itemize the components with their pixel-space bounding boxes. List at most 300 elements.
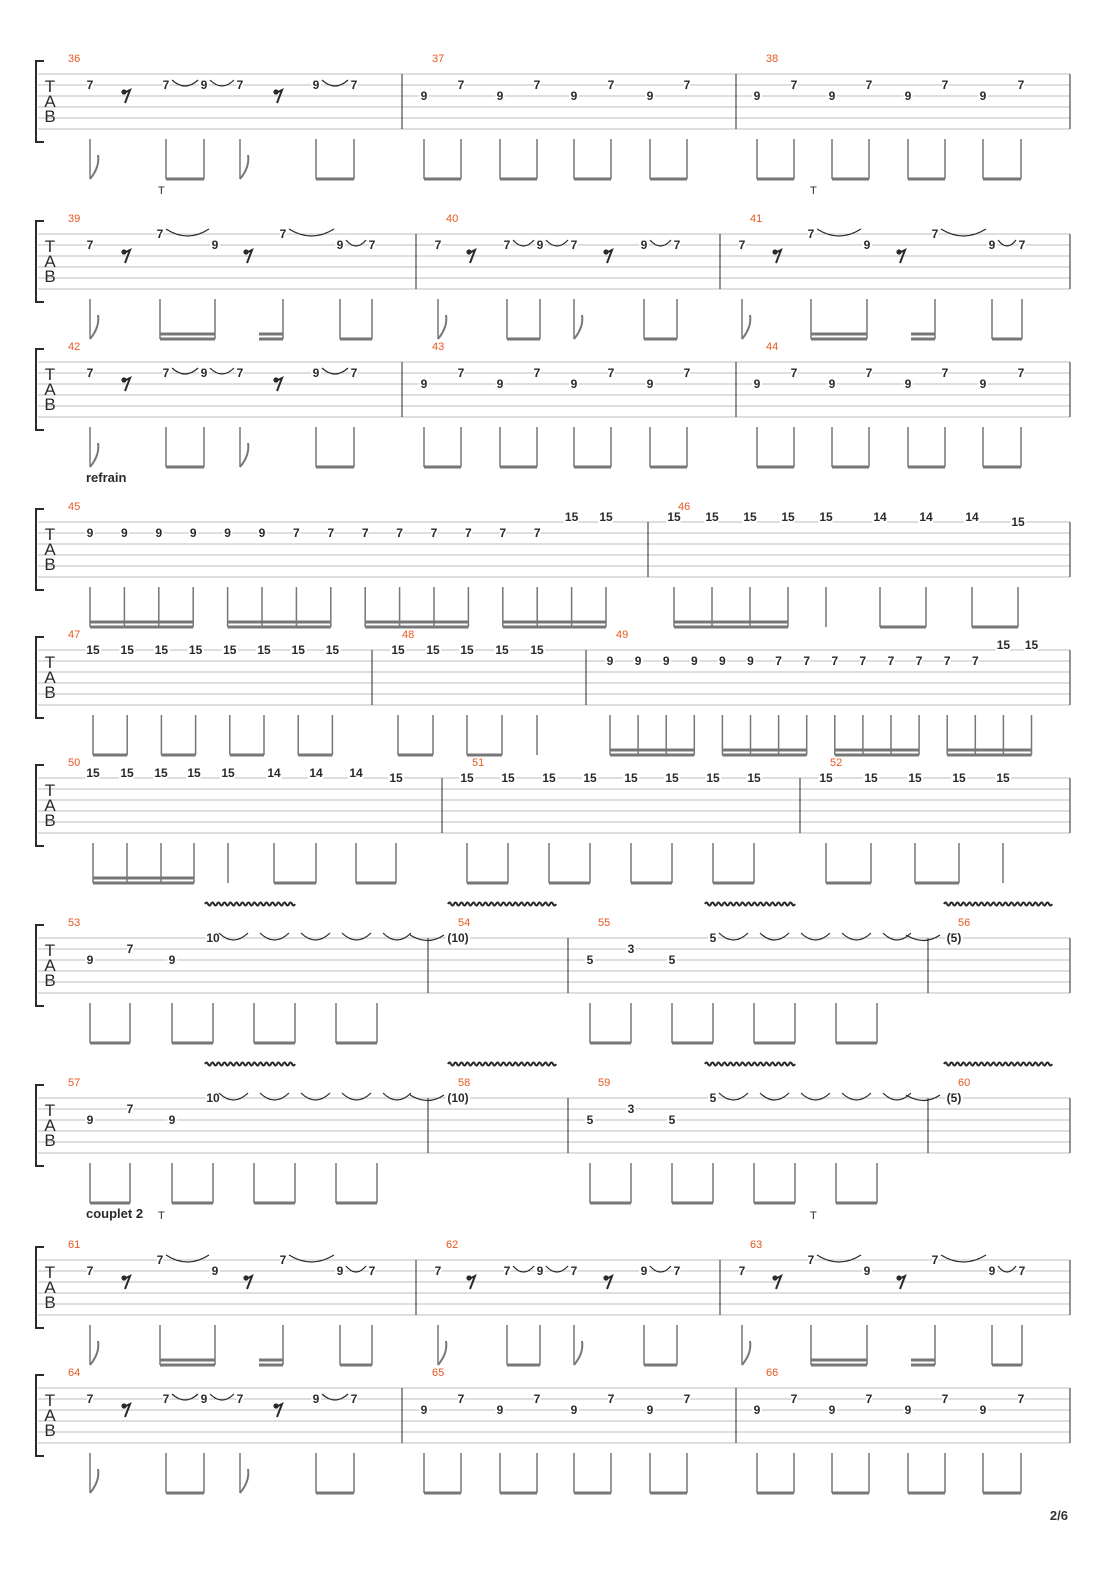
- system-brace: [36, 637, 44, 718]
- tab-system: [36, 341, 1070, 467]
- system-brace: [36, 1085, 44, 1166]
- fret-number: 7: [350, 78, 358, 92]
- fret-number: 9: [336, 238, 344, 252]
- section-label: couplet 2: [86, 1206, 144, 1221]
- fret-number: 15: [86, 643, 100, 657]
- system-brace: [36, 349, 44, 430]
- measure: [68, 53, 358, 179]
- fret-number: 5: [586, 953, 594, 967]
- fret-number: 14: [349, 766, 363, 780]
- system-brace: [36, 221, 44, 302]
- fret-number: 9: [640, 238, 648, 252]
- fret-number: 7: [931, 227, 939, 241]
- fret-number: 3: [627, 1102, 635, 1116]
- fret-number: 7: [683, 366, 691, 380]
- tab-clef-letter: B: [44, 811, 56, 830]
- fret-number: 9: [979, 89, 987, 103]
- fret-number: 7: [350, 366, 358, 380]
- measure-number: 45: [68, 501, 81, 513]
- note-flag: [90, 1469, 98, 1493]
- tab-clef-letter: A: [44, 540, 56, 559]
- fret-number: 5: [586, 1113, 594, 1127]
- tie-arc: [719, 1093, 748, 1100]
- measure-number: 42: [68, 341, 81, 353]
- fret-number: 9: [979, 1403, 987, 1417]
- measure-number: 61: [68, 1239, 81, 1251]
- fret-number: 15: [325, 643, 340, 657]
- tab-clef-letter: B: [44, 555, 56, 574]
- tab-clef-letter: T: [44, 365, 56, 384]
- fret-number: 7: [236, 1392, 244, 1406]
- fret-number: 7: [126, 942, 134, 956]
- fret-number: 7: [86, 366, 94, 380]
- tab-clef-letter: A: [44, 252, 56, 271]
- system-brace: [36, 509, 44, 590]
- fret-number: 7: [915, 654, 923, 668]
- system-brace: [36, 925, 44, 1006]
- measure: [421, 1367, 691, 1493]
- measure: [68, 341, 358, 467]
- fret-number: 9: [753, 89, 761, 103]
- fret-number: 7: [533, 366, 541, 380]
- measure: [667, 501, 1025, 627]
- measure: [587, 1063, 911, 1204]
- fret-number: 15: [187, 766, 201, 780]
- tab-clef-letter: T: [44, 1391, 56, 1410]
- fret-number: 7: [465, 526, 472, 540]
- tab-clef-letter: A: [44, 956, 56, 975]
- fret-number: 9: [200, 78, 208, 92]
- fret-number: 7: [457, 1392, 465, 1406]
- fret-number: 9: [747, 654, 754, 668]
- fret-number: 9: [634, 654, 642, 668]
- tab-system: [36, 470, 1070, 627]
- tab-clef-letter: T: [44, 941, 56, 960]
- tab-clef-letter: T: [44, 77, 56, 96]
- fret-number: 9: [420, 1403, 428, 1417]
- fret-number: 15: [257, 643, 271, 657]
- fret-number: 9: [646, 89, 654, 103]
- measure: [391, 629, 544, 755]
- fret-number: 14: [965, 510, 979, 524]
- fret-number: 15: [530, 643, 544, 657]
- tab-system: [36, 903, 1070, 1044]
- fret-number: 15: [154, 643, 169, 657]
- measure: [68, 903, 411, 1044]
- fret-number: 9: [168, 953, 176, 967]
- fret-number: 7: [279, 1253, 287, 1267]
- fret-number: 7: [859, 654, 867, 668]
- tab-clef-letter: B: [44, 267, 56, 286]
- measure-number: 39: [68, 213, 81, 225]
- fret-number: 7: [1017, 1392, 1025, 1406]
- fret-number: 7: [434, 1264, 442, 1278]
- fret-number: 10: [206, 1091, 220, 1105]
- fret-number: 9: [570, 89, 578, 103]
- fret-number: 9: [312, 1392, 320, 1406]
- measure-number: 43: [432, 341, 445, 353]
- fret-number: 15: [291, 643, 305, 657]
- fret-number: 9: [496, 377, 504, 391]
- fret-number: 7: [673, 238, 681, 252]
- fret-number: 15: [864, 771, 878, 785]
- system-brace: [36, 1247, 44, 1328]
- measure: [68, 1239, 376, 1365]
- fret-number: 7: [503, 238, 511, 252]
- fret-number: 7: [865, 366, 873, 380]
- measure-number: 52: [830, 757, 843, 769]
- vibrato-mark: [448, 903, 556, 906]
- tab-clef-letter: A: [44, 668, 56, 687]
- tab-clef-letter: B: [44, 1131, 56, 1150]
- tab-clef-letter: T: [44, 525, 56, 544]
- measure: [460, 757, 761, 883]
- vibrato-mark: [205, 1063, 295, 1066]
- vibrato-mark: [705, 903, 795, 906]
- fret-number: 3: [627, 942, 635, 956]
- measure: [68, 213, 376, 339]
- fret-number: 9: [200, 366, 208, 380]
- measure-number: 38: [766, 53, 779, 65]
- note-flag: [438, 315, 446, 339]
- tab-system: [36, 1206, 1070, 1365]
- fret-number: 7: [570, 1264, 578, 1278]
- measure-number: 37: [432, 53, 445, 65]
- fret-number: 9: [828, 377, 836, 391]
- fret-number: 9: [121, 526, 128, 540]
- note-flag: [90, 155, 98, 179]
- fret-number: 7: [156, 1253, 164, 1267]
- fret-number: 7: [162, 78, 170, 92]
- tap-marker: T: [158, 185, 165, 197]
- vibrato-mark: [448, 1063, 556, 1066]
- system-brace: [36, 61, 44, 142]
- fret-number: 15: [996, 638, 1011, 652]
- fret-number: 7: [236, 78, 244, 92]
- measure-number: 41: [750, 213, 763, 225]
- note-flag: [742, 315, 750, 339]
- measure-number: 54: [458, 917, 471, 929]
- fret-number: 15: [747, 771, 761, 785]
- tie-arc: [166, 1255, 209, 1262]
- tie-arc: [383, 1093, 411, 1100]
- fret-number: 15: [705, 510, 719, 524]
- tie-arc: [260, 1093, 289, 1100]
- fret-number: 7: [941, 366, 949, 380]
- fret-number: 9: [640, 1264, 648, 1278]
- fret-number: 7: [86, 1392, 94, 1406]
- fret-number: 7: [533, 1392, 541, 1406]
- fret-number: 9: [496, 1403, 504, 1417]
- fret-number: 9: [863, 238, 871, 252]
- fret-number: 7: [457, 78, 465, 92]
- fret-number: 7: [350, 1392, 358, 1406]
- fret-number: 9: [200, 1392, 208, 1406]
- fret-number: 7: [738, 238, 746, 252]
- tab-system: [36, 757, 1070, 883]
- fret-number: 10: [206, 931, 220, 945]
- fret-number: (5): [946, 931, 962, 945]
- measure: [435, 1239, 681, 1365]
- note-flag: [90, 443, 98, 467]
- measure: [754, 53, 1025, 179]
- fret-number: 7: [607, 78, 615, 92]
- fret-number: 15: [819, 510, 833, 524]
- fret-number: 7: [396, 526, 403, 540]
- tab-clef-letter: A: [44, 1406, 56, 1425]
- fret-number: 14: [267, 766, 281, 780]
- fret-number: 9: [646, 1403, 654, 1417]
- fret-number: 15: [952, 771, 966, 785]
- fret-number: 7: [361, 526, 369, 540]
- fret-number: 7: [503, 1264, 511, 1278]
- fret-number: 15: [599, 510, 613, 524]
- fret-number: 7: [293, 526, 300, 540]
- measure-number: 64: [68, 1367, 81, 1379]
- fret-number: 9: [312, 78, 320, 92]
- fret-number: 7: [673, 1264, 681, 1278]
- fret-number: 7: [327, 526, 335, 540]
- tie-arc: [941, 1255, 986, 1262]
- fret-number: (5): [946, 1091, 962, 1105]
- note-flag: [90, 1341, 98, 1365]
- fret-number: 9: [86, 1113, 94, 1127]
- tab-clef-letter: T: [44, 1101, 56, 1120]
- fret-number: 7: [807, 227, 815, 241]
- note-flag: [90, 315, 98, 339]
- tab-clef-letter: B: [44, 107, 56, 126]
- tie-arc: [801, 933, 830, 940]
- measure-number: 59: [598, 1077, 611, 1089]
- measure: [754, 1367, 1025, 1493]
- fret-number: 7: [941, 78, 949, 92]
- tab-system: [36, 1063, 1070, 1204]
- fret-number: 7: [683, 78, 691, 92]
- fret-number: 9: [86, 953, 94, 967]
- tie-arc: [301, 1093, 330, 1100]
- tie-arc: [383, 933, 411, 940]
- tab-clef-letter: A: [44, 1278, 56, 1297]
- fret-number: 7: [887, 654, 895, 668]
- tab-clef-letter: T: [44, 237, 56, 256]
- measure: [421, 53, 691, 179]
- measure: [421, 341, 691, 467]
- measure-number: 47: [68, 629, 81, 641]
- fret-number: 9: [536, 1264, 544, 1278]
- fret-number: 15: [583, 771, 597, 785]
- section-label: refrain: [86, 470, 127, 485]
- fret-number: 7: [162, 366, 170, 380]
- fret-number: 15: [501, 771, 515, 785]
- tie-arc: [719, 933, 748, 940]
- fret-number: 9: [662, 654, 670, 668]
- tie-arc: [941, 229, 986, 236]
- tab-clef-letter: B: [44, 683, 56, 702]
- fret-number: 9: [420, 377, 428, 391]
- tab-clef-letter: A: [44, 92, 56, 111]
- tab-clef-letter: T: [44, 653, 56, 672]
- fret-number: 15: [667, 510, 681, 524]
- measure: [754, 341, 1025, 467]
- measure-number: 56: [958, 917, 971, 929]
- fret-number: 15: [460, 643, 474, 657]
- fret-number: 9: [258, 526, 266, 540]
- measure: [819, 757, 1010, 883]
- vibrato-mark: [205, 903, 295, 906]
- system-brace: [36, 765, 44, 846]
- measure: [410, 903, 556, 946]
- fret-number: 14: [919, 510, 933, 524]
- tie-arc: [883, 933, 911, 940]
- fret-number: 9: [536, 238, 544, 252]
- fret-number: 9: [86, 526, 94, 540]
- measure: [587, 903, 911, 1044]
- measure-number: 60: [958, 1077, 971, 1089]
- measure-number: 36: [68, 53, 81, 65]
- measure-number: 62: [446, 1239, 459, 1251]
- fret-number: 9: [224, 526, 231, 540]
- measure-number: 57: [68, 1077, 81, 1089]
- tap-marker: T: [810, 1210, 817, 1222]
- tab-clef-letter: A: [44, 1116, 56, 1135]
- fret-number: 15: [1024, 638, 1039, 652]
- fret-number: 9: [155, 526, 163, 540]
- note-flag: [574, 315, 582, 339]
- tab-clef-letter: A: [44, 380, 56, 399]
- fret-number: 14: [873, 510, 887, 524]
- measure: [607, 629, 1039, 755]
- fret-number: 15: [389, 771, 403, 785]
- vibrato-mark: [705, 1063, 795, 1066]
- tap-marker: T: [158, 1210, 165, 1222]
- fret-number: 7: [941, 1392, 949, 1406]
- fret-number: 7: [368, 238, 376, 252]
- fret-number: 7: [533, 78, 541, 92]
- fret-number: 5: [709, 1091, 717, 1105]
- tie-arc: [842, 933, 871, 940]
- fret-number: 7: [607, 1392, 615, 1406]
- fret-number: 9: [828, 1403, 836, 1417]
- measure: [68, 629, 339, 755]
- fret-number: 7: [931, 1253, 939, 1267]
- tie-arc: [842, 1093, 871, 1100]
- measure-number: 58: [458, 1077, 471, 1089]
- fret-number: 15: [460, 771, 474, 785]
- measure-number: 49: [616, 629, 629, 641]
- tie-arc: [166, 229, 209, 236]
- tie-arc: [817, 1255, 861, 1262]
- fret-number: 7: [790, 1392, 798, 1406]
- fret-number: 15: [706, 771, 720, 785]
- fret-number: 7: [499, 526, 507, 540]
- fret-number: 7: [570, 238, 578, 252]
- fret-number: 15: [120, 766, 134, 780]
- fret-number: 9: [719, 654, 726, 668]
- measure: [68, 1063, 411, 1204]
- fret-number: 14: [309, 766, 323, 780]
- fret-number: 7: [943, 654, 951, 668]
- tap-marker: T: [810, 185, 817, 197]
- tie-arc: [760, 1093, 789, 1100]
- fret-number: 9: [420, 89, 428, 103]
- fret-number: 15: [908, 771, 922, 785]
- fret-number: 9: [904, 89, 912, 103]
- fret-number: 7: [807, 1253, 815, 1267]
- tie-arc: [301, 933, 330, 940]
- measure-number: 44: [766, 341, 779, 353]
- fret-number: 9: [336, 1264, 344, 1278]
- fret-number: 7: [86, 78, 94, 92]
- fret-number: 7: [831, 654, 839, 668]
- measure: [68, 757, 403, 883]
- measure-number: 55: [598, 917, 611, 929]
- fret-number: 7: [368, 1264, 376, 1278]
- tab-clef-letter: B: [44, 1421, 56, 1440]
- fret-number: 7: [775, 654, 782, 668]
- fret-number: 15: [1011, 515, 1025, 529]
- measure: [739, 213, 1026, 339]
- fret-number: 15: [391, 643, 405, 657]
- fret-number: 7: [1017, 366, 1025, 380]
- note-flag: [742, 1341, 750, 1365]
- fret-number: 7: [430, 526, 438, 540]
- fret-number: 15: [743, 510, 757, 524]
- measure: [410, 1063, 556, 1106]
- fret-number: 7: [236, 366, 244, 380]
- tab-clef-letter: T: [44, 1263, 56, 1282]
- fret-number: 15: [223, 643, 237, 657]
- fret-number: 7: [790, 366, 798, 380]
- tie-arc: [289, 229, 334, 236]
- measure-number: 48: [402, 629, 415, 641]
- fret-number: 15: [781, 510, 795, 524]
- fret-number: 7: [162, 1392, 170, 1406]
- fret-number: 15: [564, 510, 579, 524]
- fret-number: 9: [979, 377, 987, 391]
- fret-number: 7: [971, 654, 979, 668]
- fret-number: 15: [86, 766, 100, 780]
- fret-number: 9: [570, 1403, 578, 1417]
- fret-number: 7: [86, 1264, 94, 1278]
- fret-number: 5: [709, 931, 717, 945]
- fret-number: 15: [188, 643, 203, 657]
- tie-arc: [219, 933, 248, 940]
- measure: [68, 1367, 358, 1493]
- page-number: 2/6: [1049, 1508, 1068, 1523]
- tie-arc: [289, 1255, 334, 1262]
- fret-number: 15: [221, 766, 235, 780]
- fret-number: 15: [426, 643, 440, 657]
- fret-number: 9: [496, 89, 504, 103]
- measure-number: 53: [68, 917, 81, 929]
- fret-number: 7: [156, 227, 164, 241]
- measure-number: 50: [68, 757, 81, 769]
- fret-number: 15: [120, 643, 134, 657]
- fret-number: 7: [533, 526, 541, 540]
- fret-number: 7: [790, 78, 798, 92]
- measure: [739, 1239, 1026, 1365]
- fret-number: 7: [1017, 78, 1025, 92]
- fret-number: 15: [665, 771, 679, 785]
- tie-arc: [883, 1093, 911, 1100]
- fret-number: 9: [753, 1403, 761, 1417]
- fret-number: 9: [211, 238, 219, 252]
- tie-arc: [342, 1093, 371, 1100]
- fret-number: 7: [126, 1102, 134, 1116]
- tie-arc: [760, 933, 789, 940]
- fret-number: 5: [668, 953, 676, 967]
- fret-number: 9: [863, 1264, 871, 1278]
